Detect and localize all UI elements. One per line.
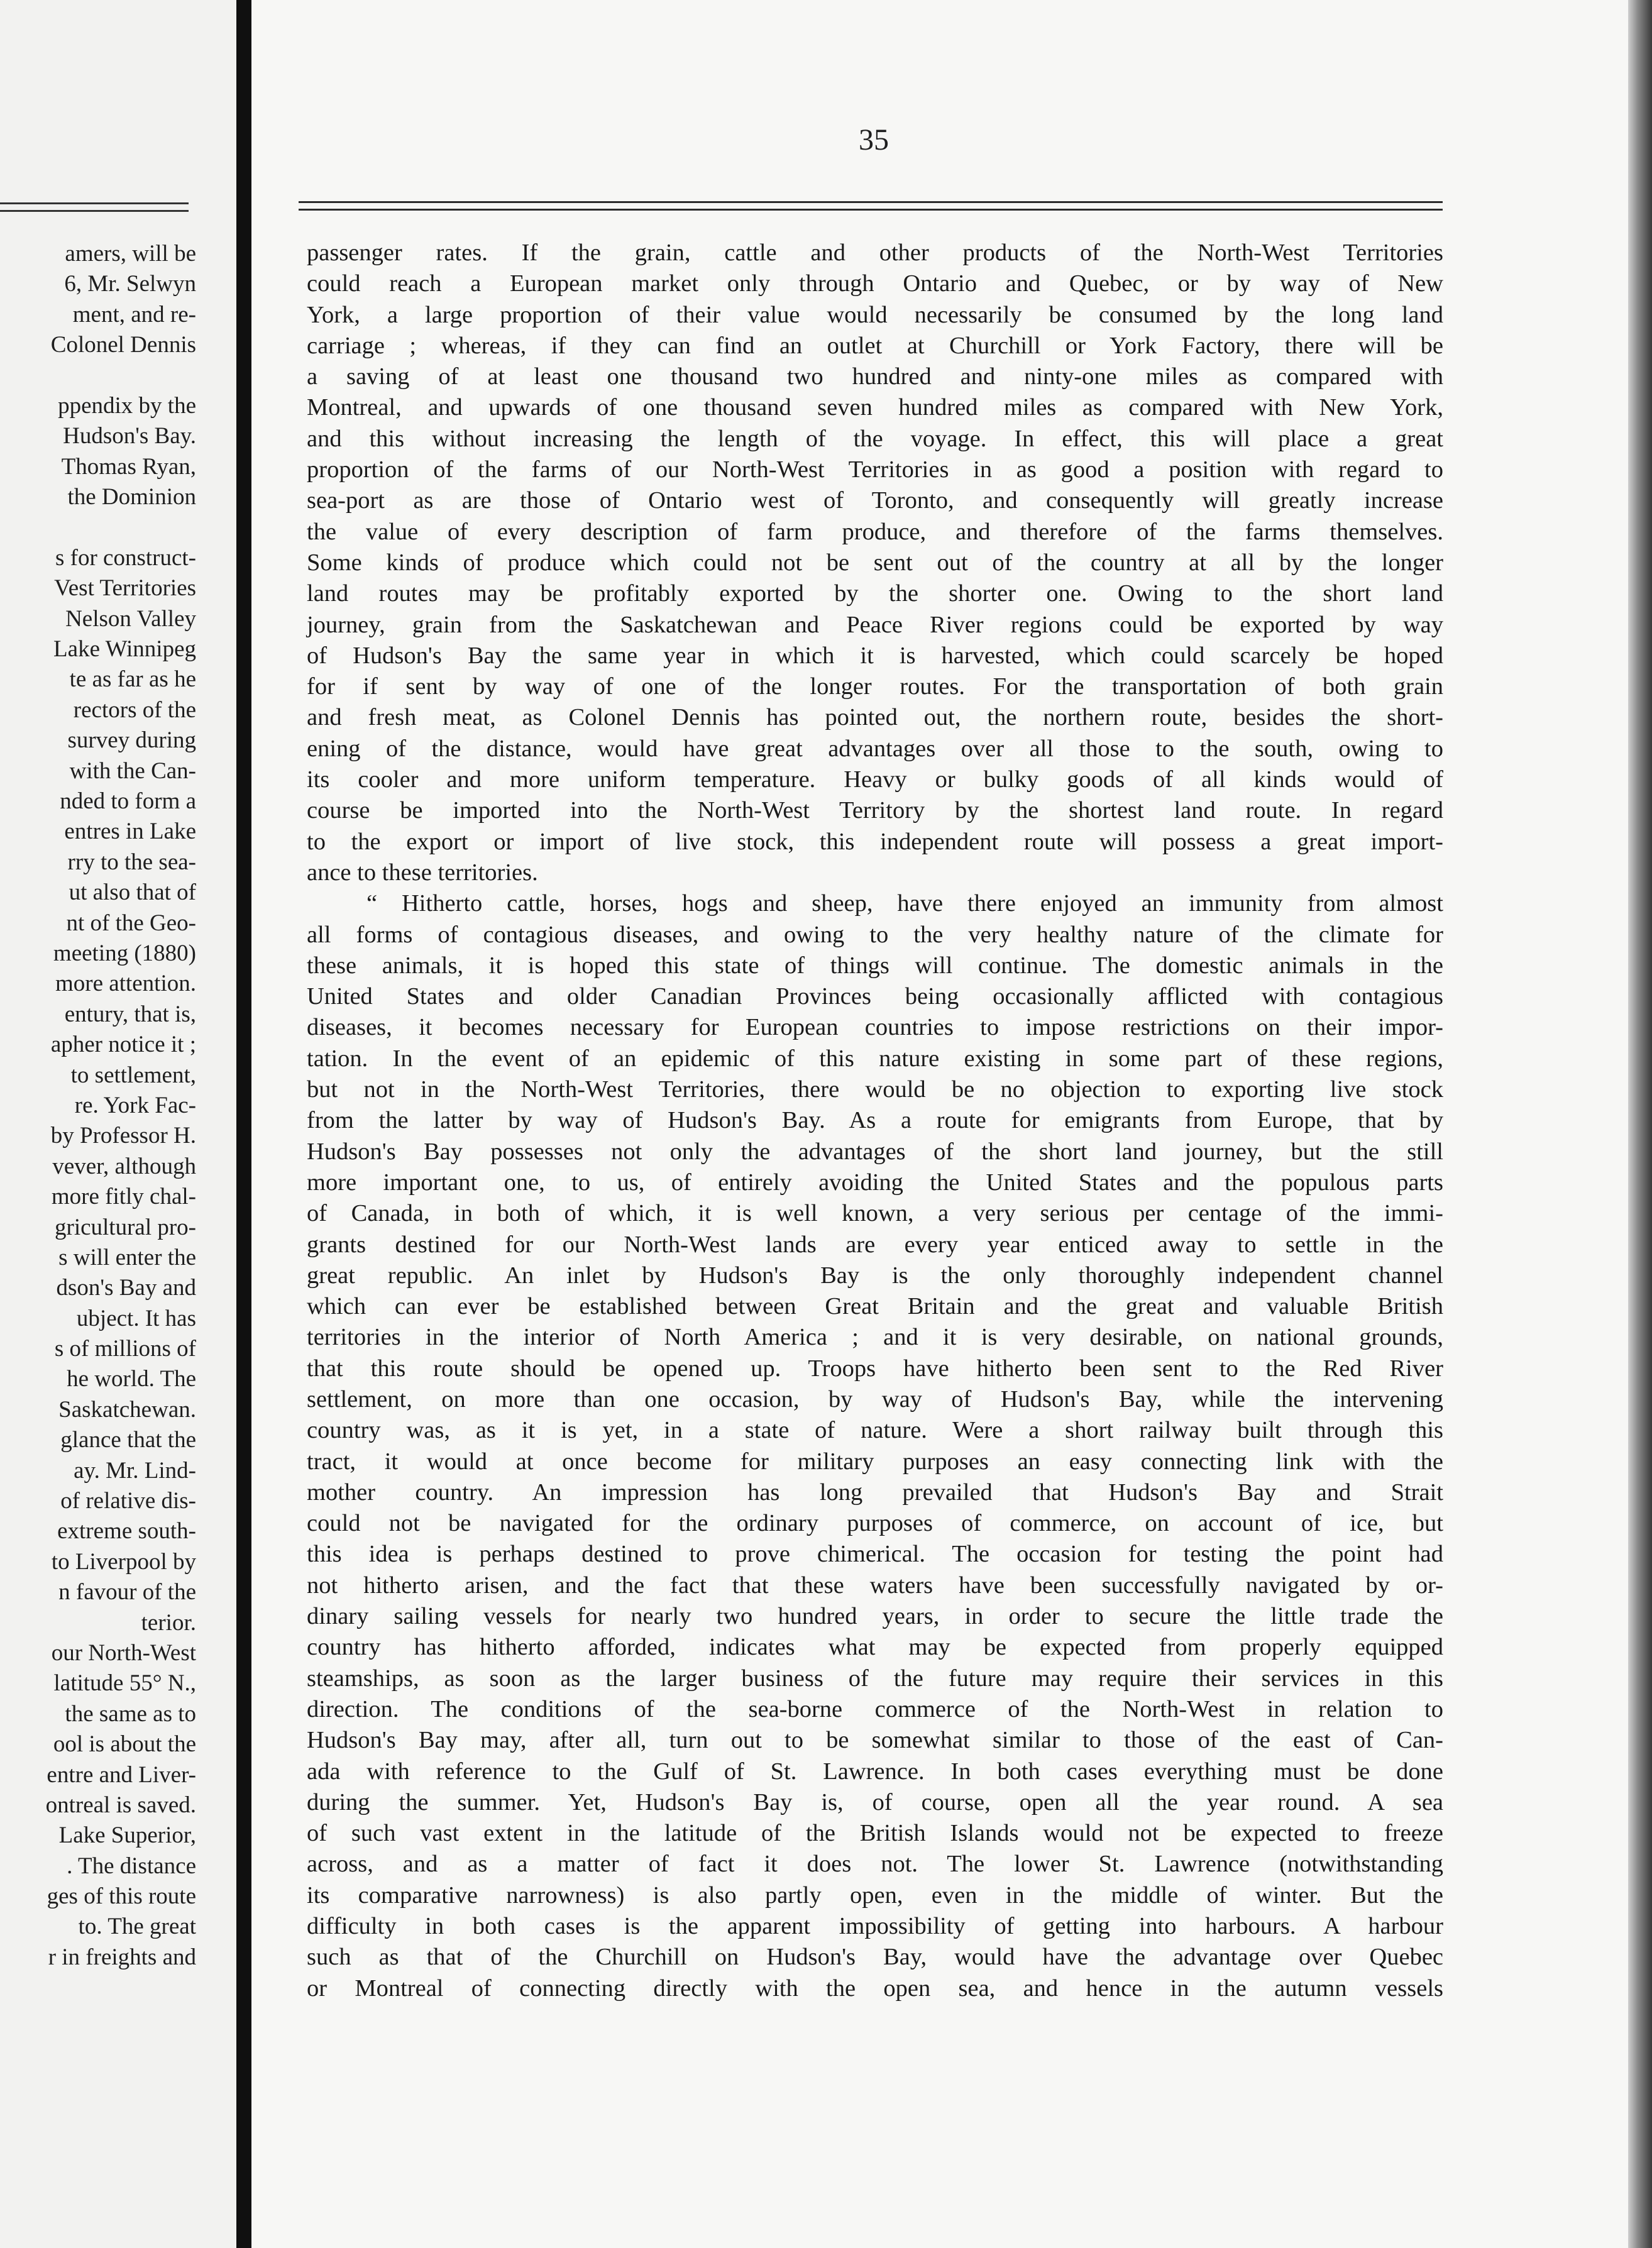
left-page-line: ool is about the — [53, 1731, 196, 1758]
text-line: its cooler and more uniform temperature. Heavy or bulky goods of all kinds would of — [307, 766, 1443, 793]
text-line: of Hudson's Bay the same year in which it is harvested, which could scarcely be hoped — [307, 642, 1443, 669]
left-page-line: latitude 55° N., — [53, 1670, 196, 1697]
left-page-line: ay. Mr. Lind- — [74, 1457, 196, 1484]
header-rule-top — [299, 201, 1443, 203]
left-page-line: ut also that of — [69, 879, 196, 906]
left-page-line: amers, will be — [65, 241, 196, 267]
text-line: diseases, it becomes necessary for European countries to impose restrictions on their impor- — [307, 1014, 1443, 1041]
page-edge-shadow — [1628, 0, 1652, 2248]
text-line: country has hitherto afforded, indicates what may be expected from properly equipped — [307, 1634, 1443, 1661]
text-line: carriage ; whereas, if they can find an outlet at Churchill or York Factory, there will be — [307, 332, 1443, 359]
text-line: Montreal, and upwards of one thousand seven hundred miles as compared with New York, — [307, 394, 1443, 421]
text-line: these animals, it is hoped this state of things will continue. The domestic animals in the — [307, 952, 1443, 979]
text-line: and this without increasing the length of the voyage. In effect, this will place a great — [307, 425, 1443, 452]
left-header-rule — [0, 210, 189, 212]
left-page-line: more attention. — [55, 971, 196, 997]
text-line: and fresh meat, as Colonel Dennis has pointed out, the northern route, besides the short- — [307, 704, 1443, 731]
text-line: land routes may be profitably exported by the shorter one. Owing to the short land — [307, 580, 1443, 607]
left-page-line: vever, although — [52, 1153, 196, 1179]
text-line: more important one, to us, of entirely avoiding the United States and the populous parts — [307, 1169, 1443, 1196]
book-gutter — [236, 0, 251, 2248]
text-line: that this route should be opened up. Troops have hitherto been sent to the Red River — [307, 1355, 1443, 1382]
text-line: difficulty in both cases is the apparent impossibility of getting into harbours. A harbour — [307, 1913, 1443, 1940]
text-line: proportion of the farms of our North-West Territories in as good a position with regard to — [307, 456, 1443, 483]
text-line: from the latter by way of Hudson's Bay. As a route for emigrants from Europe, that by — [307, 1107, 1443, 1134]
left-page-line: entres in Lake — [64, 818, 196, 845]
left-page-line: Nelson Valley — [65, 605, 196, 632]
left-page-text-column — [0, 239, 196, 1973]
left-page-line: apher notice it ; — [50, 1032, 196, 1058]
left-page-line: glance that the — [60, 1427, 196, 1453]
text-line: could reach a European market only through Ontario and Quebec, or by way of New — [307, 270, 1443, 297]
text-line: this idea is perhaps destined to prove chimerical. The occasion for testing the point had — [307, 1541, 1443, 1568]
left-page-line — [0, 513, 196, 543]
text-line: “ Hitherto cattle, horses, hogs and sheep, have there enjoyed an immunity from almost — [366, 890, 1443, 917]
left-page-line — [0, 361, 196, 391]
left-page-line: Hudson's Bay. — [63, 423, 196, 449]
left-page-line: s of millions of — [54, 1336, 196, 1362]
text-line: United States and older Canadian Provinces being occasionally afflicted with contagious — [307, 983, 1443, 1010]
left-page-line: Thomas Ryan, — [61, 453, 196, 480]
text-line: but not in the North-West Territories, there would be no objection to exporting live stock — [307, 1076, 1443, 1103]
text-line: steamships, as soon as the larger business of the future may require their services in this — [307, 1665, 1443, 1692]
left-page-line: ges of this route — [47, 1883, 196, 1910]
text-line: great republic. An inlet by Hudson's Bay is the only thoroughly independent channel — [307, 1262, 1443, 1289]
text-line: sea-port as are those of Ontario west of Toronto, and consequently will greatly increase — [307, 487, 1443, 514]
text-line: mother country. An impression has long prevailed that Hudson's Bay and Strait — [307, 1479, 1443, 1506]
left-page-line: r in freights and — [48, 1944, 196, 1970]
header-rule-bottom — [299, 209, 1443, 211]
left-page-line: by Professor H. — [50, 1123, 196, 1149]
left-page — [0, 0, 236, 2248]
left-page-line: Lake Superior, — [58, 1822, 196, 1849]
left-page-line: Lake Winnipeg — [53, 636, 196, 663]
text-line: tract, it would at once become for military purposes an easy connecting link with the — [307, 1448, 1443, 1475]
text-line: all forms of contagious diseases, and owing to the very healthy nature of the climate for — [307, 921, 1443, 948]
left-page-line: Colonel Dennis — [50, 332, 196, 358]
text-line: for if sent by way of one of the longer routes. For the transportation of both grain — [307, 673, 1443, 700]
text-line: journey, grain from the Saskatchewan and Peace River regions could be exported by way — [307, 611, 1443, 638]
text-line: its comparative narrowness) is also partly open, even in the middle of winter. But the — [307, 1882, 1443, 1909]
left-page-line: to settlement, — [70, 1062, 196, 1088]
left-page-line: s for construct- — [55, 544, 196, 571]
text-line: not hitherto arisen, and the fact that these waters have been successfully navigated by or- — [307, 1572, 1443, 1599]
left-page-line: our North-West — [51, 1639, 196, 1666]
left-page-line: ment, and re- — [72, 301, 196, 328]
text-line: Some kinds of produce which could not be sent out of the country at all by the longer — [307, 549, 1443, 576]
left-page-line: Saskatchewan. — [58, 1396, 196, 1423]
text-line: tation. In the event of an epidemic of this nature existing in some part of these regions, — [307, 1045, 1443, 1072]
text-line: could not be navigated for the ordinary purposes of commerce, on account of ice, but — [307, 1510, 1443, 1537]
left-page-line: entury, that is, — [64, 1001, 196, 1027]
left-page-line: he world. The — [67, 1366, 196, 1392]
left-page-line: n favour of the — [58, 1579, 196, 1606]
left-page-line: to Liverpool by — [51, 1548, 196, 1575]
text-line: territories in the interior of North America ; and it is very desirable, on national grounds, — [307, 1324, 1443, 1351]
left-page-line: entre and Liver- — [47, 1761, 196, 1788]
text-line: the value of every description of farm produce, and therefore of the farms themselves. — [307, 518, 1443, 545]
left-page-line: . The distance — [67, 1853, 196, 1879]
text-line: country was, as it is yet, in a state of nature. Were a short railway built through this — [307, 1417, 1443, 1444]
text-line: ening of the distance, would have great advantages over all those to the south, owing to — [307, 735, 1443, 762]
left-page-line: Vest Territories — [54, 575, 196, 602]
text-line: grants destined for our North-West lands are every year enticed away to settle in the — [307, 1231, 1443, 1258]
left-page-line: extreme south- — [57, 1518, 196, 1545]
text-line: of Canada, in both of which, it is well known, a very serious per centage of the immi- — [307, 1200, 1443, 1227]
left-header-rule — [0, 202, 189, 204]
left-page-line: rry to the sea- — [67, 849, 196, 875]
left-page-line: gricultural pro- — [55, 1214, 196, 1240]
left-page-line: te as far as he — [69, 666, 196, 693]
left-page-line: nded to form a — [60, 788, 196, 815]
text-line: settlement, on more than one occasion, by way of Hudson's Bay, while the intervening — [307, 1386, 1443, 1413]
main-text-column — [307, 238, 1443, 2004]
left-page-line: ontreal is saved. — [45, 1792, 196, 1818]
text-line: of such vast extent in the latitude of the British Islands would not be expected to freeze — [307, 1820, 1443, 1847]
left-page-line: meeting (1880) — [53, 940, 196, 966]
text-line: dinary sailing vessels for nearly two hundred years, in order to secure the little trade the — [307, 1603, 1443, 1630]
text-line: across, and as a matter of fact it does not. The lower St. Lawrence (notwithstanding — [307, 1851, 1443, 1878]
left-page-line: nt of the Geo- — [66, 910, 196, 936]
left-page-line: ppendix by the — [58, 392, 196, 419]
text-line: York, a large proportion of their value would necessarily be consumed by the long land — [307, 301, 1443, 328]
left-page-line: terior. — [141, 1609, 196, 1636]
left-page-line: of relative dis- — [60, 1488, 196, 1514]
left-page-line: the same as to — [65, 1700, 196, 1727]
text-line: Hudson's Bay may, after all, turn out to be somewhat similar to those of the east of Can- — [307, 1727, 1443, 1754]
left-page-line: more fitly chal- — [51, 1184, 196, 1210]
left-page-line: ubject. It has — [76, 1305, 196, 1331]
page-number: 35 — [859, 123, 889, 157]
left-page-line: the Dominion — [67, 484, 196, 510]
left-page-line: to. The great — [78, 1914, 196, 1940]
text-line: ance to these territories. — [307, 859, 538, 886]
text-line: Hudson's Bay possesses not only the advantages of the short land journey, but the still — [307, 1138, 1443, 1165]
text-line: or Montreal of connecting directly with the open sea, and hence in the autumn vessels — [307, 1975, 1443, 2002]
text-line: direction. The conditions of the sea-borne commerce of the North-West in relation to — [307, 1695, 1443, 1722]
left-page-line: rectors of the — [73, 697, 196, 723]
text-line: during the summer. Yet, Hudson's Bay is, of course, open all the year round. A sea — [307, 1788, 1443, 1815]
left-page-line: with the Can- — [69, 758, 196, 784]
left-page-line: dson's Bay and — [56, 1275, 196, 1301]
left-page-line: 6, Mr. Selwyn — [64, 271, 196, 297]
text-line: course be imported into the North-West Territory by the shortest land route. In regard — [307, 797, 1443, 824]
text-line: which can ever be established between Great Britain and the great and valuable British — [307, 1293, 1443, 1320]
text-line: a saving of at least one thousand two hundred and ninty-one miles as compared with — [307, 363, 1443, 390]
text-line: to the export or import of live stock, this independent route will possess a great import- — [307, 828, 1443, 855]
text-line: such as that of the Churchill on Hudson's Bay, would have the advantage over Quebec — [307, 1944, 1443, 1971]
left-page-line: survey during — [67, 727, 196, 754]
text-line: passenger rates. If the grain, cattle and other products of the North-West Territories — [307, 240, 1443, 266]
left-page-line: s will enter the — [58, 1244, 196, 1270]
left-page-line: re. York Fac- — [74, 1092, 196, 1118]
text-line: ada with reference to the Gulf of St. Lawrence. In both cases everything must be done — [307, 1758, 1443, 1785]
